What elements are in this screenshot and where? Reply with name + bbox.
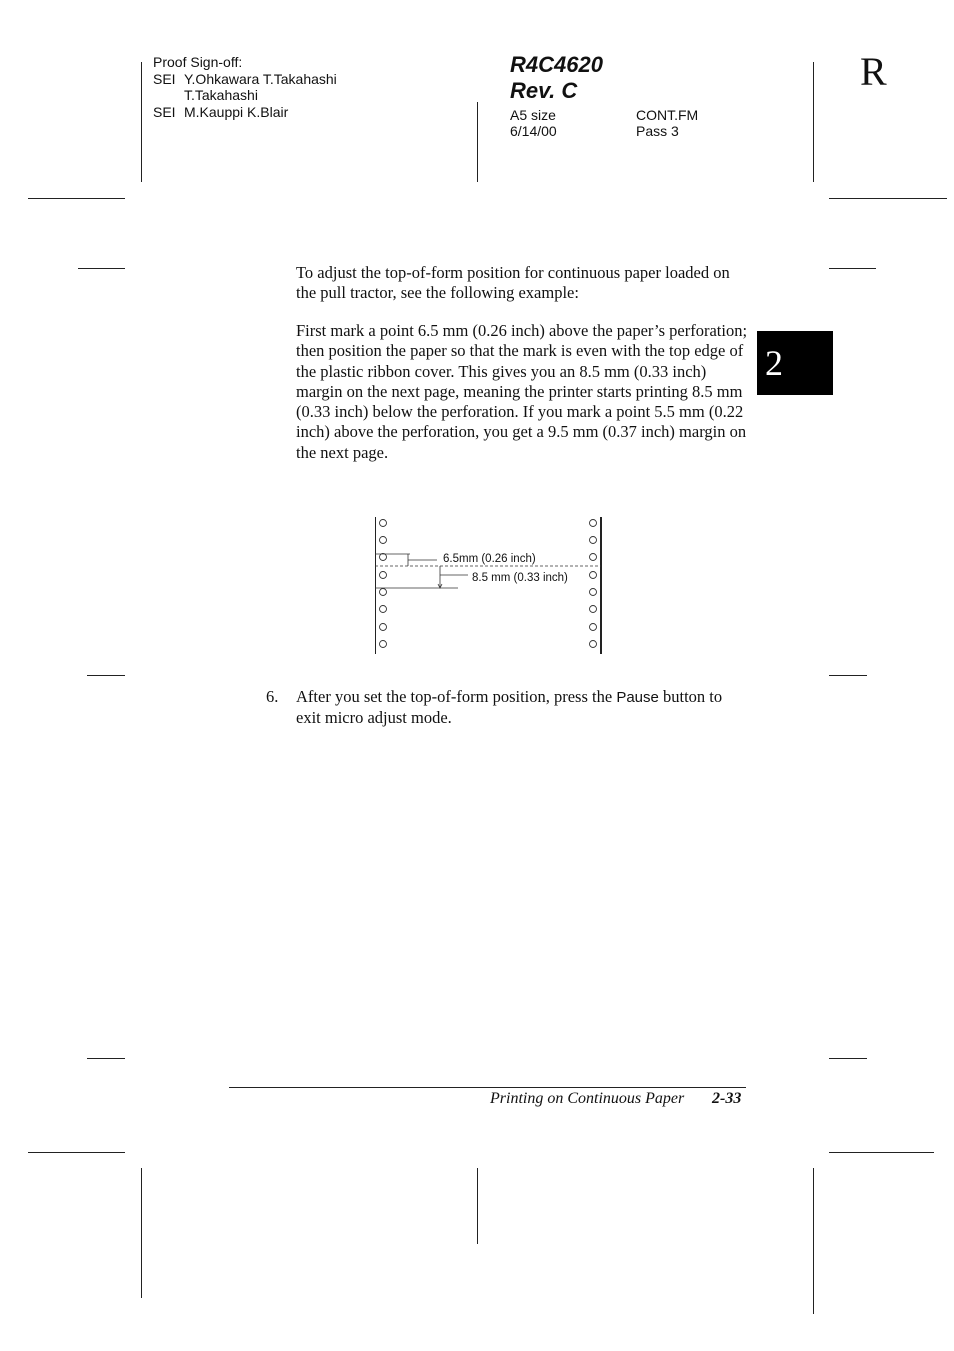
footer-section-title: Printing on Continuous Paper: [490, 1090, 685, 1107]
model-number: R4C4620: [510, 52, 603, 77]
crop-mark: [78, 268, 125, 269]
revision: Rev. C: [510, 78, 578, 103]
signoff-row-1: [153, 71, 337, 88]
proof-signoff-label: Proof Sign-off:: [153, 54, 243, 70]
body-paragraph-2: First mark a point 6.5 mm (0.26 inch) above the paper’s perforation; then position the paper so that the mark is even with the top edge of the plastic ribbon cover. This gives you an 8.5 mm (0.33 inch) margin on the next page, meaning the printer starts printing 8.5 mm (0.33 inch) below the perforation. If you mark a point 5.5 mm (0.22 inch) above the perforation, you get a 9.5 mm (0.37 inch) margin on the next page.: [296, 321, 748, 462]
signoff-row-2: [153, 87, 258, 104]
chapter-tab: 2: [757, 331, 833, 395]
paper-size: A5 size: [510, 107, 556, 123]
corner-mark: R: [860, 49, 887, 94]
footer-rule: [229, 1087, 746, 1088]
pause-key-name: Pause: [616, 689, 659, 706]
crop-mark: [477, 1168, 478, 1244]
signoff-key: SEI: [153, 71, 176, 87]
page-number: 2-33: [712, 1090, 742, 1107]
crop-mark: [829, 198, 947, 199]
step-text-before: After you set the top-of-form position, press the: [296, 687, 617, 706]
signoff-key: SEI: [153, 104, 176, 120]
crop-mark: [813, 1168, 814, 1314]
crop-mark: [813, 62, 814, 182]
signoff-row-3: [153, 104, 288, 121]
paper-margin-diagram: [370, 512, 610, 658]
signoff-value: M.Kauppi K.Blair: [184, 104, 289, 120]
label-mark-distance: 6.5mm (0.26 inch): [443, 553, 536, 565]
crop-mark: [28, 1152, 125, 1153]
doc-date: 6/14/00: [510, 123, 557, 139]
crop-mark: [87, 1058, 125, 1059]
crop-mark: [477, 102, 478, 182]
right-sprocket-holes: [590, 520, 597, 648]
left-sprocket-holes: [380, 520, 387, 648]
step-number: 6.: [266, 687, 279, 706]
signoff-value: Y.Ohkawara T.Takahashi: [184, 71, 337, 87]
step-6-text: [296, 687, 748, 729]
crop-mark: [829, 1152, 934, 1153]
pass-number: Pass 3: [636, 123, 679, 139]
step-text-after: button to exit micro adjust mode.: [296, 687, 723, 728]
crop-mark: [141, 1168, 142, 1298]
body-paragraph-1: To adjust the top-of-form position for continuous paper loaded on the pull tractor, see the following example:: [296, 263, 730, 303]
crop-mark: [141, 62, 142, 182]
label-margin-distance: 8.5 mm (0.33 inch): [472, 572, 568, 584]
crop-mark: [829, 1058, 867, 1059]
signoff-value: T.Takahashi: [184, 87, 258, 103]
crop-mark: [829, 268, 876, 269]
file-name: CONT.FM: [636, 107, 699, 123]
crop-mark: [829, 675, 867, 676]
crop-mark: [28, 198, 125, 199]
crop-mark: [87, 675, 125, 676]
